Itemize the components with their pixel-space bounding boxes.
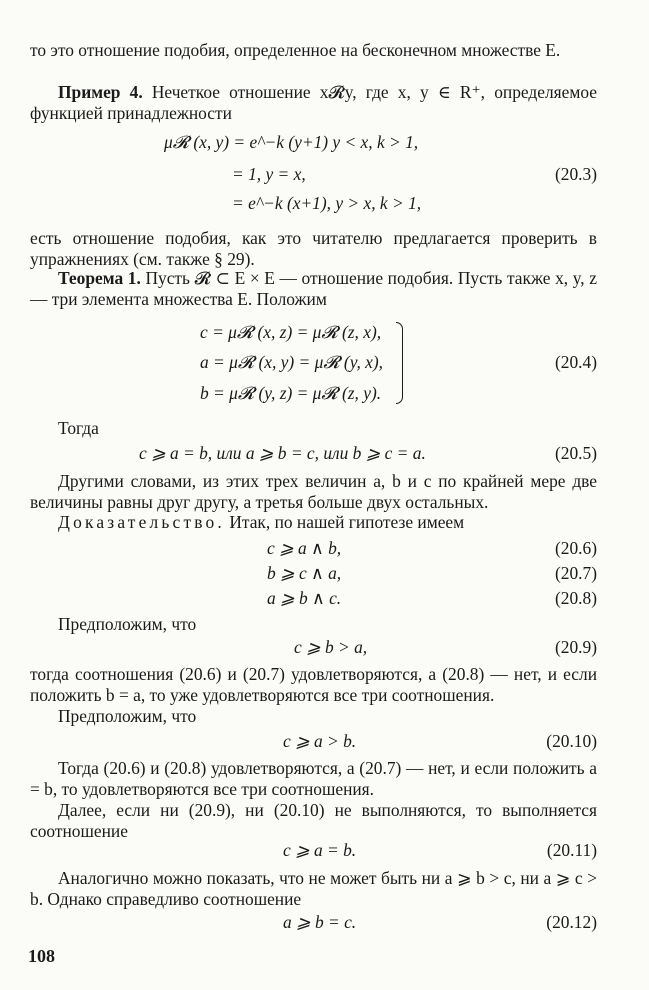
equation-number: (20.9) (554, 637, 597, 657)
equation-20-7: b ⩾ c ∧ a, (267, 563, 342, 583)
equation-20-6: c ⩾ a ∧ b, (267, 538, 342, 558)
equation-20-5: c ⩾ a = b, или a ⩾ b = c, или b ⩾ c = a. (139, 443, 426, 463)
equation-number: (20.7) (554, 563, 597, 583)
theorem-1-paragraph (30, 268, 597, 310)
equation-20-3-line-3: = e^−k (x+1), y > x, k > 1, (232, 193, 422, 213)
example-4-text: Нечеткое отношение x𝓡y, где x, y ∈ R⁺, определяемое функцией принадлежности (30, 82, 597, 123)
paragraph-continuation: то это отношение подобия, определенное на бесконечном множестве E. (30, 40, 561, 60)
equation-number: (20.4) (554, 352, 597, 372)
equation-number: (20.11) (546, 840, 597, 860)
paragraph: есть отношение подобия, как это читателю предлагается проверить в упражнениях (см. также § 29). (30, 228, 597, 269)
paragraph: Аналогично можно показать, что не может быть ни a ⩾ b > c, ни a ⩾ c > b. Однако справедливо соотношение (30, 868, 597, 909)
equation-20-10: c ⩾ a > b. (283, 731, 357, 751)
paragraph: Другими словами, из этих трех величин a, b и c по крайней мере две величины равны друг другу, а третья больше двух остальных. (30, 471, 597, 512)
example-4-heading: Пример 4. (58, 82, 143, 102)
equation-number: (20.5) (554, 443, 597, 463)
equation-number: (20.3) (554, 164, 597, 184)
paragraph: Тогда (20.6) и (20.8) удовлетворяются, а (20.7) — нет, и если положить a = b, то удовлетворяются все три соотношения. (30, 758, 597, 799)
page-number: 108 (28, 946, 55, 966)
equation-20-8: a ⩾ b ∧ c. (267, 588, 342, 608)
equation-20-9: c ⩾ b > a, (294, 637, 368, 657)
equation-number: (20.10) (546, 731, 597, 751)
equation-20-4-line-1: c = μ𝓡 (x, z) = μ𝓡 (z, x), (200, 322, 382, 342)
equation-20-3-line-2: = 1, y = x, (232, 164, 306, 184)
proof-paragraph (30, 512, 597, 533)
equation-20-11: c ⩾ a = b. (283, 840, 357, 860)
right-brace (396, 322, 403, 404)
then-label: Тогда (58, 418, 99, 438)
paragraph: тогда соотношения (20.6) и (20.7) удовлетворяются, а (20.8) — нет, и если положить b = a, то уже удовлетворяются все три соотношения. (30, 664, 597, 705)
paragraph: Далее, если ни (20.9), ни (20.10) не выполняются, то выполняется соотношение (30, 800, 597, 841)
suppose-label: Предположим, что (58, 706, 197, 726)
equation-number: (20.12) (546, 912, 597, 932)
equation-20-12: a ⩾ b = c. (283, 912, 357, 932)
equation-20-4-line-2: a = μ𝓡 (x, y) = μ𝓡 (y, x), (200, 352, 384, 372)
equation-number: (20.8) (554, 588, 597, 608)
suppose-label: Предположим, что (58, 614, 197, 634)
proof-heading: Доказательство. (58, 512, 225, 532)
equation-number: (20.6) (554, 538, 597, 558)
equation-20-3-line-1: μ𝓡 (x, y) = e^−k (y+1) y < x, k > 1, (164, 132, 419, 152)
example-4-paragraph (30, 82, 597, 124)
theorem-1-heading: Теорема 1. (58, 268, 141, 288)
theorem-1-text: Пусть 𝓡 ⊂ E × E — отношение подобия. Пусть также x, y, z — три элемента множества E. Положим (30, 268, 597, 309)
proof-text: Итак, по нашей гипотезе имеем (229, 512, 465, 532)
equation-20-4-line-3: b = μ𝓡 (y, z) = μ𝓡 (z, y). (200, 383, 382, 403)
